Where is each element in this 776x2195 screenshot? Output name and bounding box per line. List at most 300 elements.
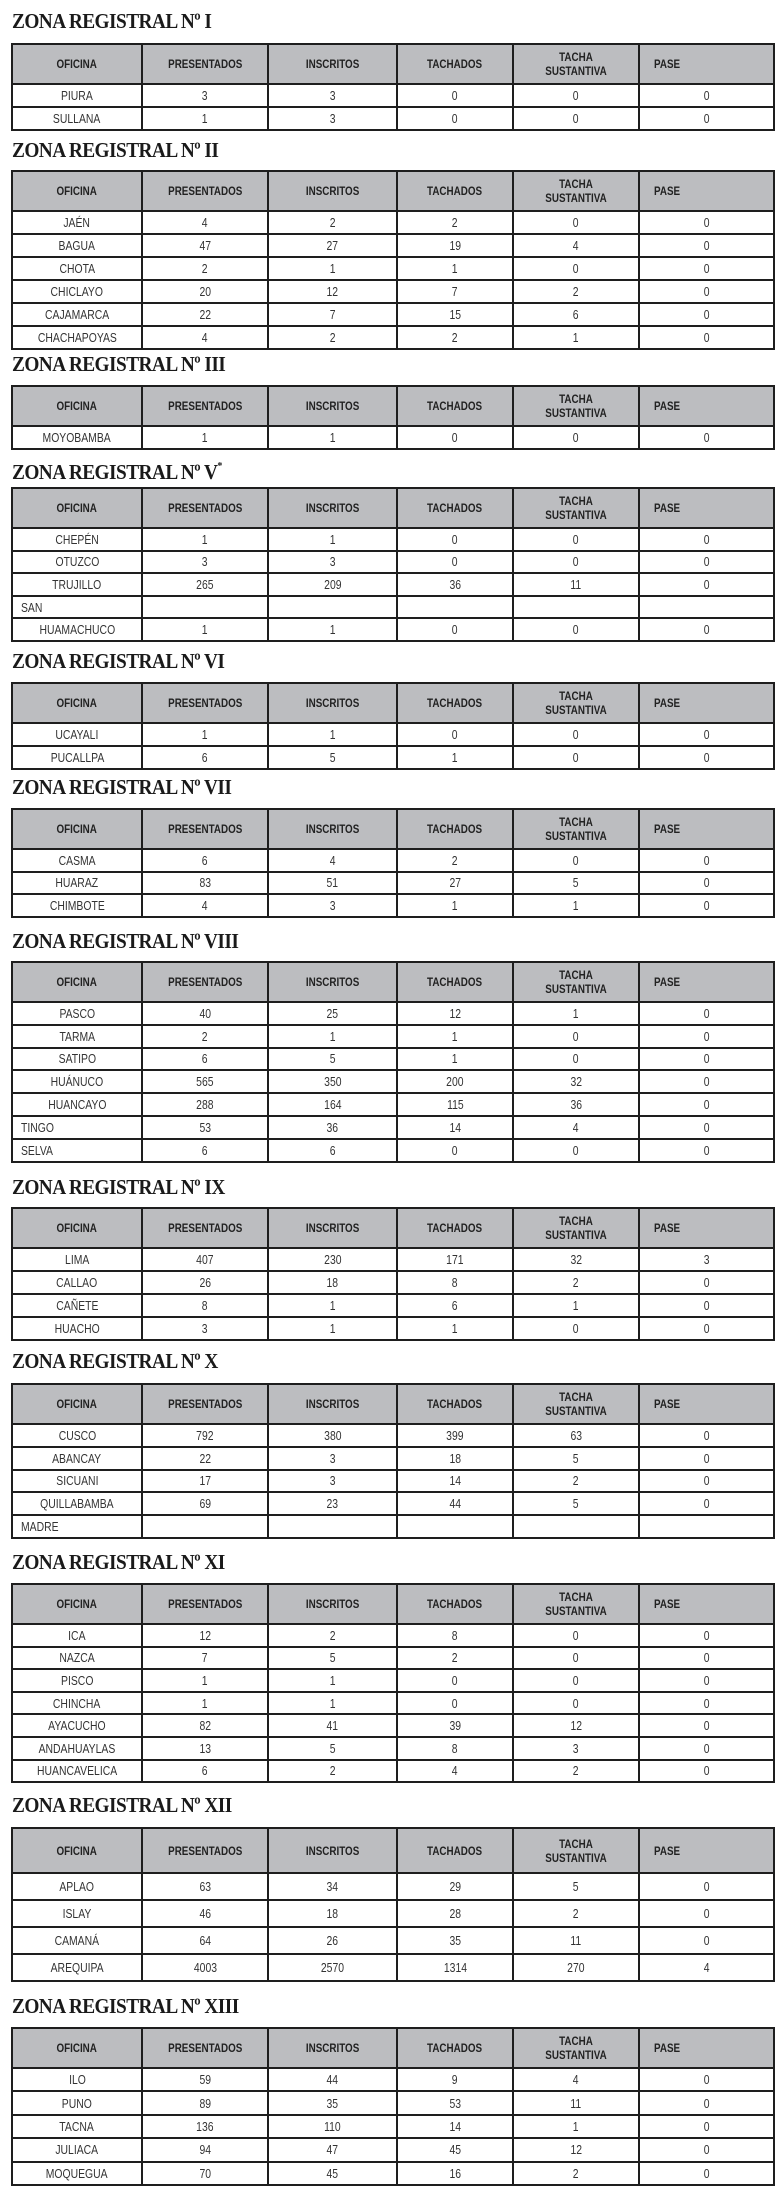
table-row xyxy=(12,1093,774,1116)
footnote-marker: * xyxy=(217,460,222,472)
table-row xyxy=(12,211,774,234)
zone-title xyxy=(12,1794,232,1816)
column-header-label: INSCRITOS xyxy=(305,184,360,198)
cell-presentados xyxy=(142,1954,268,1981)
cell-presentados xyxy=(142,1002,268,1025)
cell-value: 26 xyxy=(199,1275,211,1290)
column-header-tacha-sustantiva xyxy=(513,488,639,528)
table-row xyxy=(12,1447,774,1470)
cell-value: 0 xyxy=(452,1672,458,1688)
cell-presentados xyxy=(142,1271,268,1294)
column-header-label: OFICINA xyxy=(56,399,98,413)
cell-tacha-sustantiva xyxy=(513,1515,639,1538)
column-header-tachados xyxy=(397,1208,513,1248)
table-row xyxy=(12,1048,774,1071)
column-header-label: INSCRITOS xyxy=(305,1843,360,1858)
cell-value: 16 xyxy=(449,2165,461,2181)
cell-value: 12 xyxy=(449,1005,461,1021)
cell-inscritos xyxy=(268,84,397,107)
zone-title-text: ZONA REGISTRAL Nº VI xyxy=(12,649,225,673)
cell-inscritos xyxy=(268,849,397,872)
cell-pase xyxy=(639,723,774,746)
table-row xyxy=(12,1927,774,1954)
column-header-label: INSCRITOS xyxy=(305,1597,360,1611)
cell-value: 1 xyxy=(452,1051,458,1067)
column-header-pase xyxy=(639,2028,774,2068)
cell-tacha-sustantiva xyxy=(513,303,639,326)
column-header-label: TACHA SUSTANTIVA xyxy=(545,1590,607,1618)
cell-tachados xyxy=(397,528,513,551)
cell-value: 565 xyxy=(196,1074,214,1090)
cell-value: 0 xyxy=(452,531,458,547)
cell-oficina xyxy=(12,1760,142,1783)
cell-value: 1 xyxy=(329,726,336,742)
cell-value: 0 xyxy=(452,430,458,445)
cell-value: PUNO xyxy=(61,2095,93,2111)
column-header-label: TACHADOS xyxy=(427,399,483,413)
cell-inscritos xyxy=(268,211,397,234)
cell-oficina xyxy=(12,211,142,234)
column-header-inscritos xyxy=(268,1208,397,1248)
cell-tacha-sustantiva xyxy=(513,1317,639,1340)
cell-oficina xyxy=(12,257,142,280)
cell-inscritos xyxy=(268,107,397,130)
cell-pase xyxy=(639,1647,774,1670)
column-header-label: PASE xyxy=(654,184,681,198)
table-row xyxy=(12,1271,774,1294)
column-header-pase xyxy=(639,1584,774,1624)
cell-inscritos xyxy=(268,1317,397,1340)
table-row xyxy=(12,1954,774,1981)
cell-value: 36 xyxy=(326,1119,339,1135)
cell-value: 14 xyxy=(449,1473,461,1489)
cell-value: 6 xyxy=(202,852,208,868)
cell-oficina xyxy=(12,2162,142,2185)
cell-tacha-sustantiva xyxy=(513,257,639,280)
column-header-label: OFICINA xyxy=(56,1843,98,1858)
cell-presentados xyxy=(142,1900,268,1927)
cell-value: 0 xyxy=(703,1321,710,1336)
cell-inscritos xyxy=(268,573,397,596)
cell-value: 32 xyxy=(570,1252,582,1267)
cell-value: 53 xyxy=(449,2095,461,2111)
cell-value: SATIPO xyxy=(58,1051,96,1067)
cell-value: 0 xyxy=(452,726,458,742)
cell-tachados xyxy=(397,1515,513,1538)
cell-inscritos xyxy=(268,723,397,746)
cell-oficina xyxy=(12,2068,142,2091)
cell-oficina xyxy=(12,1954,142,1981)
table-row xyxy=(12,234,774,257)
table-row xyxy=(12,2068,774,2091)
cell-value: CAÑETE xyxy=(55,1298,99,1313)
column-header-tachados xyxy=(397,2028,513,2068)
column-header-label: PRESENTADOS xyxy=(167,696,243,710)
cell-presentados xyxy=(142,1669,268,1692)
cell-value: 8 xyxy=(202,1298,208,1313)
cell-tachados xyxy=(397,573,513,596)
cell-presentados xyxy=(142,1116,268,1139)
table-row xyxy=(12,1317,774,1340)
cell-value: 1 xyxy=(329,1298,336,1313)
column-header-presentados xyxy=(142,1208,268,1248)
column-header-tacha-sustantiva xyxy=(513,2028,639,2068)
cell-value: 407 xyxy=(196,1252,214,1267)
column-header-label: TACHA SUSTANTIVA xyxy=(545,815,607,843)
table-row xyxy=(12,1760,774,1783)
cell-value: CAMANÁ xyxy=(54,1933,100,1948)
column-header-label: PASE xyxy=(654,1397,681,1411)
column-header-label: PASE xyxy=(654,501,681,515)
cell-value: HUACHO xyxy=(54,1321,100,1336)
table-row xyxy=(12,2091,774,2114)
cell-tachados xyxy=(397,326,513,349)
zone-title-text: ZONA REGISTRAL Nº X xyxy=(12,1349,218,1373)
cell-value: 3 xyxy=(573,1740,579,1756)
cell-value: 0 xyxy=(452,88,458,103)
cell-value: 0 xyxy=(703,726,710,742)
column-header-label: PRESENTADOS xyxy=(167,399,243,413)
cell-tachados xyxy=(397,1954,513,1981)
cell-value: 12 xyxy=(570,2142,582,2158)
cell-value: 164 xyxy=(323,1097,342,1113)
cell-value: 3 xyxy=(329,1450,336,1466)
table-row xyxy=(12,1737,774,1760)
cell-value: 0 xyxy=(703,875,710,891)
cell-tachados xyxy=(397,1692,513,1715)
cell-pase xyxy=(639,426,774,449)
cell-value: 0 xyxy=(573,1627,579,1643)
cell-value: CAJAMARCA xyxy=(44,307,110,322)
cell-value: CHOTA xyxy=(59,261,95,276)
cell-value: 3 xyxy=(202,88,208,103)
cell-value: 0 xyxy=(452,1695,458,1711)
cell-oficina xyxy=(12,746,142,769)
column-header-pase xyxy=(639,1828,774,1873)
cell-tacha-sustantiva xyxy=(513,234,639,257)
cell-oficina xyxy=(12,303,142,326)
cell-value: 0 xyxy=(703,284,710,299)
cell-value: 1 xyxy=(452,1028,458,1044)
cell-pase xyxy=(639,211,774,234)
cell-value: 0 xyxy=(703,554,710,570)
cell-inscritos xyxy=(268,1692,397,1715)
column-header-presentados xyxy=(142,962,268,1002)
cell-tachados xyxy=(397,234,513,257)
cell-tacha-sustantiva xyxy=(513,1647,639,1670)
cell-value: MOQUEGUA xyxy=(46,2165,108,2181)
cell-inscritos xyxy=(268,1927,397,1954)
cell-value: 1 xyxy=(202,1695,208,1711)
cell-tacha-sustantiva xyxy=(513,1248,639,1271)
cell-inscritos xyxy=(268,1954,397,1981)
cell-value: 5 xyxy=(329,1740,336,1756)
cell-value: 399 xyxy=(446,1427,464,1443)
cell-inscritos xyxy=(268,596,397,619)
cell-inscritos xyxy=(268,1093,397,1116)
table-row xyxy=(12,1424,774,1447)
cell-value: 47 xyxy=(326,2142,339,2158)
cell-tachados xyxy=(397,1927,513,1954)
cell-tachados xyxy=(397,894,513,917)
column-header-label: OFICINA xyxy=(56,2041,98,2055)
cell-value: 0 xyxy=(703,622,710,638)
cell-tacha-sustantiva xyxy=(513,2091,639,2114)
column-header-inscritos xyxy=(268,1828,397,1873)
cell-oficina xyxy=(12,107,142,130)
cell-value: 230 xyxy=(323,1252,342,1267)
zone-title-text: ZONA REGISTRAL Nº I xyxy=(12,9,212,33)
cell-tachados xyxy=(397,1002,513,1025)
cell-tacha-sustantiva xyxy=(513,1954,639,1981)
cell-value: 89 xyxy=(199,2095,211,2111)
column-header-tachados xyxy=(397,683,513,723)
table-row xyxy=(12,1248,774,1271)
column-header-label: PRESENTADOS xyxy=(167,57,243,71)
cell-value: 3 xyxy=(202,1321,208,1336)
cell-value: 53 xyxy=(199,1119,211,1135)
column-header-label: TACHA SUSTANTIVA xyxy=(545,1836,607,1865)
cell-value: 1 xyxy=(573,2118,579,2134)
cell-value: 0 xyxy=(703,1695,710,1711)
column-header-label: TACHADOS xyxy=(427,1597,483,1611)
cell-value: 2 xyxy=(573,1763,579,1779)
cell-value: MADRE xyxy=(21,1519,59,1535)
cell-tacha-sustantiva xyxy=(513,1002,639,1025)
column-header-label: INSCRITOS xyxy=(305,975,360,989)
cell-presentados xyxy=(142,1873,268,1900)
cell-pase xyxy=(639,1954,774,1981)
cell-oficina xyxy=(12,234,142,257)
column-header-presentados xyxy=(142,809,268,849)
column-header-oficina xyxy=(12,683,142,723)
cell-value: 0 xyxy=(573,1028,579,1044)
cell-value: 1 xyxy=(573,1005,579,1021)
cell-presentados xyxy=(142,257,268,280)
column-header-tachados xyxy=(397,1584,513,1624)
table-header-row xyxy=(12,1828,774,1873)
cell-pase xyxy=(639,326,774,349)
cell-pase xyxy=(639,2068,774,2091)
cell-value: 25 xyxy=(326,1005,339,1021)
cell-value: 0 xyxy=(703,1005,710,1021)
cell-tacha-sustantiva xyxy=(513,1271,639,1294)
cell-oficina xyxy=(12,1317,142,1340)
cell-inscritos xyxy=(268,280,397,303)
cell-presentados xyxy=(142,1070,268,1093)
cell-inscritos xyxy=(268,426,397,449)
column-header-label: OFICINA xyxy=(56,501,98,515)
cell-pase xyxy=(639,1447,774,1470)
column-header-label: INSCRITOS xyxy=(305,399,360,413)
cell-tacha-sustantiva xyxy=(513,1760,639,1783)
table-row xyxy=(12,1714,774,1737)
zone-title xyxy=(12,1551,225,1573)
cell-value: 0 xyxy=(452,111,458,126)
cell-value: 64 xyxy=(199,1933,211,1948)
cell-value: 27 xyxy=(326,238,339,253)
cell-value: 4 xyxy=(573,1119,579,1135)
column-header-tachados xyxy=(397,809,513,849)
cell-inscritos xyxy=(268,1669,397,1692)
column-header-inscritos xyxy=(268,488,397,528)
cell-value: 6 xyxy=(452,1298,458,1313)
cell-inscritos xyxy=(268,1424,397,1447)
table-row xyxy=(12,1116,774,1139)
column-header-label: TACHA SUSTANTIVA xyxy=(545,689,607,717)
table-row xyxy=(12,723,774,746)
column-header-pase xyxy=(639,1208,774,1248)
cell-tacha-sustantiva xyxy=(513,1070,639,1093)
cell-pase xyxy=(639,1424,774,1447)
cell-presentados xyxy=(142,1139,268,1162)
cell-tachados xyxy=(397,1139,513,1162)
cell-presentados xyxy=(142,746,268,769)
cell-tacha-sustantiva xyxy=(513,2115,639,2138)
cell-value: 0 xyxy=(703,330,710,345)
cell-value: 8 xyxy=(452,1627,458,1643)
cell-value: 0 xyxy=(573,1650,579,1666)
cell-value: 3 xyxy=(202,554,208,570)
table-row xyxy=(12,1692,774,1715)
cell-value: 0 xyxy=(703,1074,710,1090)
cell-value: 1 xyxy=(573,1298,579,1313)
cell-oficina xyxy=(12,84,142,107)
cell-oficina xyxy=(12,1116,142,1139)
cell-inscritos xyxy=(268,326,397,349)
cell-value: 4 xyxy=(703,1960,710,1975)
cell-value: 0 xyxy=(573,1142,579,1158)
table-row xyxy=(12,84,774,107)
zone-table xyxy=(11,385,775,450)
cell-value: 0 xyxy=(452,622,458,638)
column-header-presentados xyxy=(142,1584,268,1624)
cell-tachados xyxy=(397,596,513,619)
cell-value: 6 xyxy=(202,1051,208,1067)
cell-value: 36 xyxy=(449,576,461,592)
cell-value: 288 xyxy=(196,1097,214,1113)
cell-value: AREQUIPA xyxy=(50,1960,104,1975)
cell-value: 4 xyxy=(573,238,579,253)
cell-value: 6 xyxy=(202,749,208,765)
cell-oficina xyxy=(12,1048,142,1071)
cell-presentados xyxy=(142,1515,268,1538)
cell-presentados xyxy=(142,551,268,574)
cell-pase xyxy=(639,1692,774,1715)
cell-value: 115 xyxy=(446,1097,464,1113)
column-header-inscritos xyxy=(268,386,397,426)
cell-value: 22 xyxy=(199,307,211,322)
cell-value: 1 xyxy=(202,430,208,445)
cell-tacha-sustantiva xyxy=(513,528,639,551)
column-header-pase xyxy=(639,683,774,723)
cell-value: 1 xyxy=(202,111,208,126)
cell-presentados xyxy=(142,528,268,551)
cell-value: HUAMACHUCO xyxy=(39,622,115,638)
cell-presentados xyxy=(142,2091,268,2114)
cell-presentados xyxy=(142,1447,268,1470)
cell-inscritos xyxy=(268,528,397,551)
cell-tacha-sustantiva xyxy=(513,84,639,107)
cell-tachados xyxy=(397,280,513,303)
column-header-label: INSCRITOS xyxy=(305,822,360,836)
cell-inscritos xyxy=(268,2138,397,2161)
cell-value: OTUZCO xyxy=(55,554,99,570)
column-header-label: INSCRITOS xyxy=(305,1397,360,1411)
cell-value: CUSCO xyxy=(58,1427,96,1443)
zone-title xyxy=(12,650,224,672)
cell-value: 18 xyxy=(326,1906,339,1921)
cell-oficina xyxy=(12,1470,142,1493)
column-header-presentados xyxy=(142,2028,268,2068)
cell-oficina xyxy=(12,1647,142,1670)
column-header-inscritos xyxy=(268,44,397,84)
cell-value: 265 xyxy=(196,576,214,592)
cell-value: 94 xyxy=(199,2142,211,2158)
column-header-tacha-sustantiva xyxy=(513,44,639,84)
cell-value: 1 xyxy=(202,1672,208,1688)
column-header-tacha-sustantiva xyxy=(513,1208,639,1248)
cell-value: 9 xyxy=(452,2072,458,2088)
cell-value: JAÉN xyxy=(63,215,91,230)
cell-value: 2 xyxy=(202,1028,208,1044)
zone-title xyxy=(12,930,238,952)
column-header-presentados xyxy=(142,683,268,723)
cell-value: AYACUCHO xyxy=(48,1718,106,1734)
cell-value: 0 xyxy=(703,261,710,276)
cell-value: 0 xyxy=(573,531,579,547)
cell-value: 2 xyxy=(329,1627,336,1643)
cell-tacha-sustantiva xyxy=(513,573,639,596)
cell-value: 5 xyxy=(573,875,579,891)
column-header-label: PASE xyxy=(654,2041,681,2055)
cell-tacha-sustantiva xyxy=(513,280,639,303)
cell-pase xyxy=(639,551,774,574)
cell-value: 0 xyxy=(573,554,579,570)
cell-presentados xyxy=(142,1492,268,1515)
cell-value: 0 xyxy=(573,726,579,742)
cell-value: ABANCAY xyxy=(52,1450,102,1466)
cell-value: 11 xyxy=(570,1933,582,1948)
cell-value: 1 xyxy=(573,897,579,913)
cell-value: 2 xyxy=(329,215,336,230)
cell-value: 0 xyxy=(703,1933,710,1948)
cell-pase xyxy=(639,1515,774,1538)
cell-oficina xyxy=(12,1070,142,1093)
table-header-row xyxy=(12,809,774,849)
cell-presentados xyxy=(142,596,268,619)
zone-title-text: ZONA REGISTRAL Nº XI xyxy=(12,1550,225,1574)
cell-value: 6 xyxy=(202,1142,208,1158)
cell-value: 7 xyxy=(452,284,458,299)
cell-value: 3 xyxy=(703,1252,710,1267)
cell-pase xyxy=(639,1927,774,1954)
cell-presentados xyxy=(142,1025,268,1048)
cell-oficina xyxy=(12,1515,142,1538)
column-header-label: OFICINA xyxy=(56,696,98,710)
cell-value: HUANCAYO xyxy=(47,1097,107,1113)
table-header-row xyxy=(12,1384,774,1424)
cell-presentados xyxy=(142,2162,268,2185)
cell-value: CASMA xyxy=(58,852,96,868)
cell-oficina xyxy=(12,1900,142,1927)
column-header-tachados xyxy=(397,386,513,426)
cell-inscritos xyxy=(268,257,397,280)
cell-presentados xyxy=(142,107,268,130)
cell-inscritos xyxy=(268,1647,397,1670)
cell-value: 13 xyxy=(199,1740,211,1756)
cell-value: 70 xyxy=(199,2165,211,2181)
